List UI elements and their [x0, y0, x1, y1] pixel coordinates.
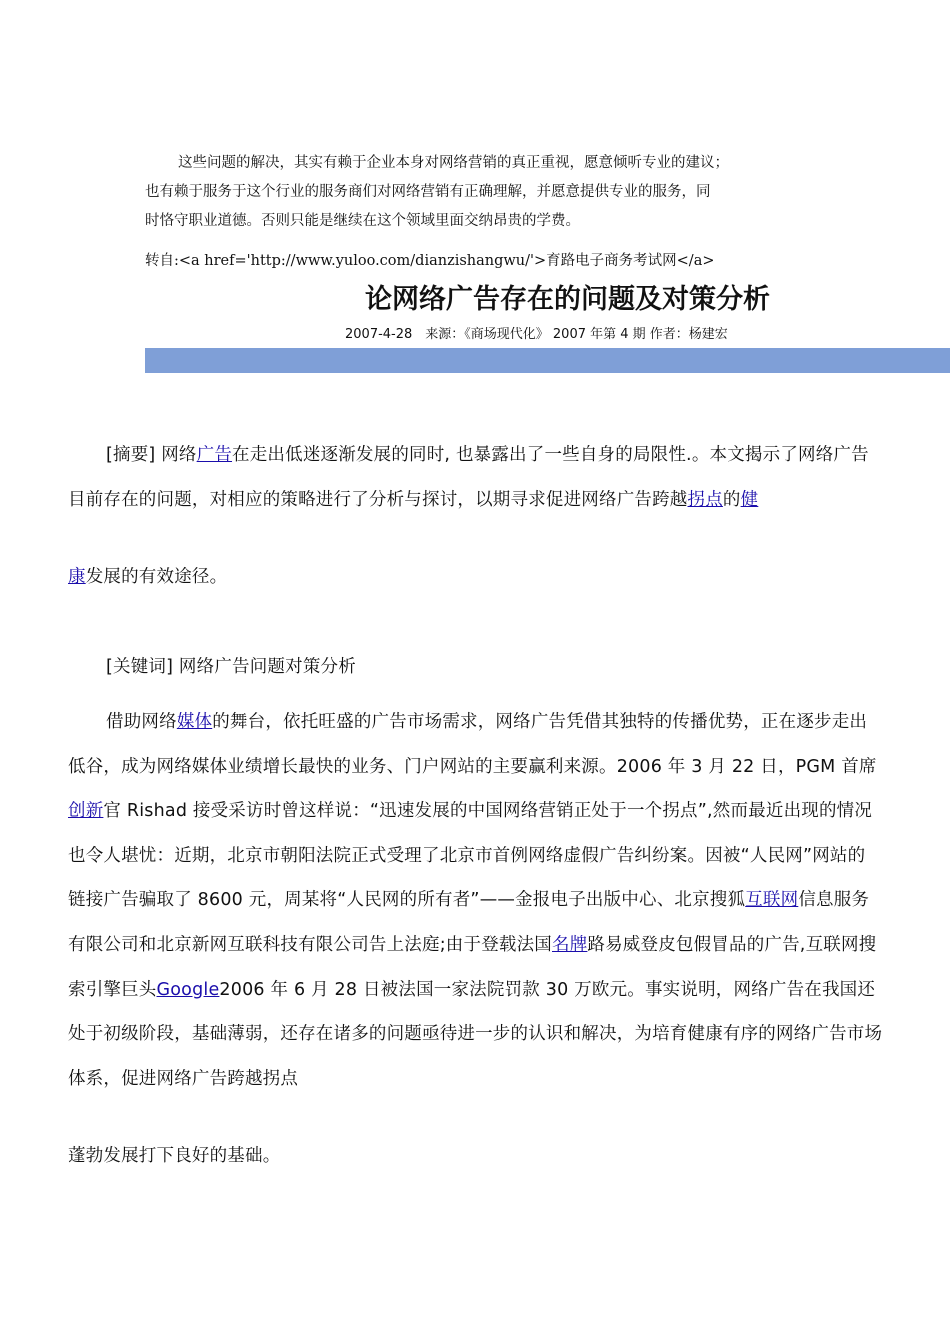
body-text-5: 路易威登皮包假冒品的广告,互联网搜索引擎巨头: [68, 934, 877, 1000]
intro-line-1: 这些问题的解决，其实有赖于企业本身对网络营销的真正重视，愿意倾听专业的建议；: [178, 155, 729, 171]
body-text-4: 信息服务有限公司和北京新网互联科技有限公司告上法庭;由于登载法国: [68, 890, 870, 955]
body-paragraph: [68, 700, 883, 1179]
article-title: 论网络广告存在的问题及对策分析: [365, 284, 770, 315]
abstract-text-1: 在走出低迷逐渐发展的同时, 也暴露出了一些自身的局限性.。本文揭示了网: [232, 445, 816, 465]
link-advertising[interactable]: 广告: [196, 445, 233, 465]
body-text-2: 的舞台，依托旺盛的广告市场需求，网络广告凭借其独特的传播优势，正在逐步走出低谷，成为网络媒体业绩增长最快的业务、门户网站的主要赢利来源。2006 年 3 月 22 日，PGM 首席: [68, 712, 877, 777]
article-meta: 2007-4-28 来源：《商场现代化》 2007 年第 4 期 作者：杨建宏: [345, 327, 728, 342]
body-text-3: 官 Rishad 接受采访时曾这样说：“迅速发展的中国网络营销正处于一个拐点”,然而最近出现的情况也令人堪忧：近期，北京市朝阳法院正式受理了北京市首例网络虚假广告纠纷案。因被“人民网”网站的链接广告骗取了 8600 元，周某将“人民网的所有者”——金报电子出版中心、北京搜狐: [68, 801, 873, 911]
abstract-text-4: 发展的有效途径。: [85, 567, 228, 588]
link-media[interactable]: 媒体: [176, 712, 213, 732]
link-health-part-1[interactable]: 健: [740, 489, 759, 510]
body-text-1: 借助网络: [106, 712, 177, 732]
intro-line-2: 也有赖于服务于这个行业的服务商们对网络营销有正确理解，并愿意提供专业的服务，同: [145, 184, 711, 200]
intro-line-3: 时恪守职业道德。否则只能是继续在这个领域里面交纳昂贵的学费。: [145, 213, 580, 229]
abstract-text-2: 络广告目前存在的问题，对相应的策略进行了分析与探讨，以期寻求促进网络广告跨越: [68, 445, 869, 510]
link-health-part-2[interactable]: 康: [68, 567, 86, 588]
abstract-line-3: [68, 555, 883, 600]
body-text-7: 蓬勃发展打下良好的基础。: [68, 1146, 281, 1167]
keywords-paragraph: [68, 645, 883, 690]
abstract-prefix: [摘要] 网络: [106, 445, 197, 465]
link-turning-point[interactable]: 拐点: [687, 489, 723, 510]
source-line: 转自:<a href='http://www.yuloo.com/dianzishangwu/'>育路电子商务考试网</a>: [145, 253, 715, 269]
abstract-paragraph: [68, 433, 883, 600]
link-internet[interactable]: 互联网: [745, 890, 799, 911]
link-google[interactable]: Google: [156, 979, 220, 1000]
body-text-6: 2006 年 6 月 28 日被法国一家法院罚款 30 万欧元。事实说明，网络广告在我国还处于初级阶段，基础薄弱，还存在诸多的问题亟待进一步的认识和解决，为培育健康有序的网络广告市场体系，促进网络广告跨越拐点: [68, 979, 883, 1089]
link-brand[interactable]: 名牌: [552, 934, 588, 955]
abstract-text-3: 的: [722, 489, 741, 510]
intro-paragraph: [145, 149, 813, 236]
header-divider-bar: [145, 348, 950, 373]
keywords-text: [关键词] 网络广告问题对策分析: [106, 657, 356, 677]
link-innovation[interactable]: 创新: [68, 801, 104, 822]
